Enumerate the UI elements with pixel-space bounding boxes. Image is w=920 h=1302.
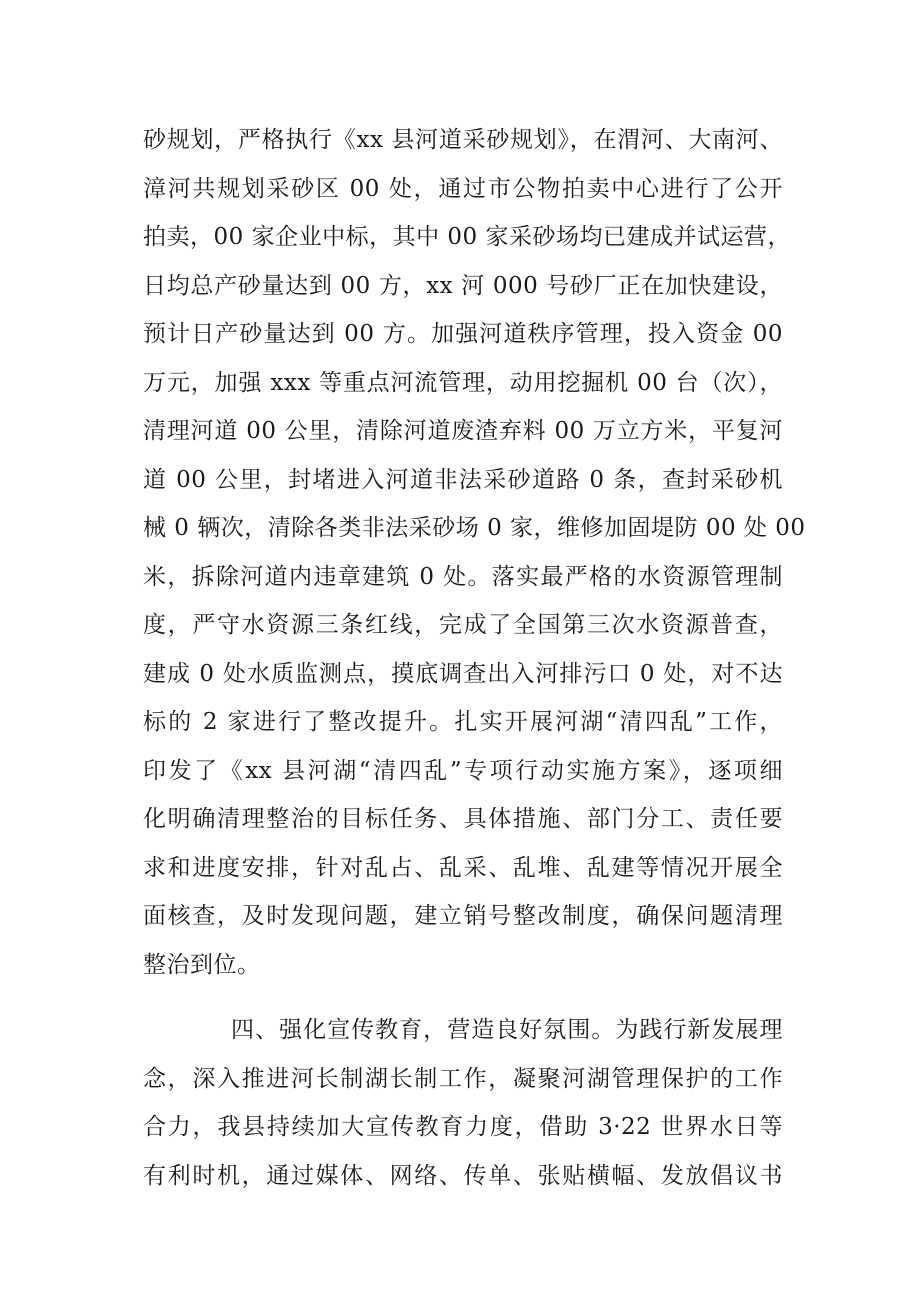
text-line: 整治到位。: [143, 951, 261, 978]
text-line: 拍卖，00 家企业中标，其中 00 家采砂场均已建成并试运营，: [143, 224, 791, 250]
text-line: 合力，我县持续加大宣传教育力度，借助 3·22 世界水日等: [143, 1114, 783, 1140]
text-line: 面核查，及时发现问题，建立销号整改制度，确保问题清理: [143, 903, 783, 929]
text-line: 化明确清理整治的目标任务、具体措施、部门分工、责任要: [143, 806, 783, 832]
text-line: 四、强化宣传教育，营造良好氛围。为践行新发展理: [231, 1017, 783, 1043]
paragraph-publicity-education: [143, 1006, 783, 1200]
text-line: 建成 0 处水质监测点，摸底调查出入河排污口 0 处，对不达: [143, 660, 783, 687]
text-line: 清理河道 00 公里，清除河道废渣弃料 00 万立方米，平复河: [143, 418, 783, 444]
text-line: 米，拆除河道内违章建筑 0 处。落实最严格的水资源管理制: [143, 563, 783, 590]
text-line: 万元，加强 xxx 等重点河流管理，动用挖掘机 00 台（次），: [143, 369, 783, 396]
paragraph-river-management: [143, 116, 806, 989]
text-line: 求和进度安排，针对乱占、乱采、乱堆、乱建等情况开展全: [143, 854, 783, 881]
text-line: 度，严守水资源三条红线，完成了全国第三次水资源普查，: [143, 612, 783, 638]
text-line: 标的 2 家进行了整改提升。扎实开展河湖“清四乱”工作，: [143, 709, 783, 735]
text-line: 道 00 公里，封堵进入河道非法采砂道路 0 条，查封采砂机: [143, 466, 783, 493]
text-line: 有利时机，通过媒体、网络、传单、张贴横幅、发放倡议书: [143, 1162, 783, 1189]
text-line: 漳河共规划采砂区 00 处，通过市公物拍卖中心进行了公开: [143, 175, 783, 202]
text-line: 念，深入推进河长制湖长制工作，凝聚河湖管理保护的工作: [143, 1065, 783, 1092]
text-line: 械 0 辆次，清除各类非法采砂场 0 家，维修加固堤防 00 处 00: [143, 515, 806, 541]
text-line: 日均总产砂量达到 00 方，xx 河 000 号砂厂正在加快建设，: [143, 272, 783, 299]
text-line: 砂规划，严格执行《xx 县河道采砂规划》，在渭河、大南河、: [143, 127, 783, 153]
text-line: 预计日产砂量达到 00 方。加强河道秩序管理，投入资金 00: [143, 321, 783, 347]
text-line: 印发了《xx 县河湖“清四乱”专项行动实施方案》，逐项细: [143, 757, 783, 784]
